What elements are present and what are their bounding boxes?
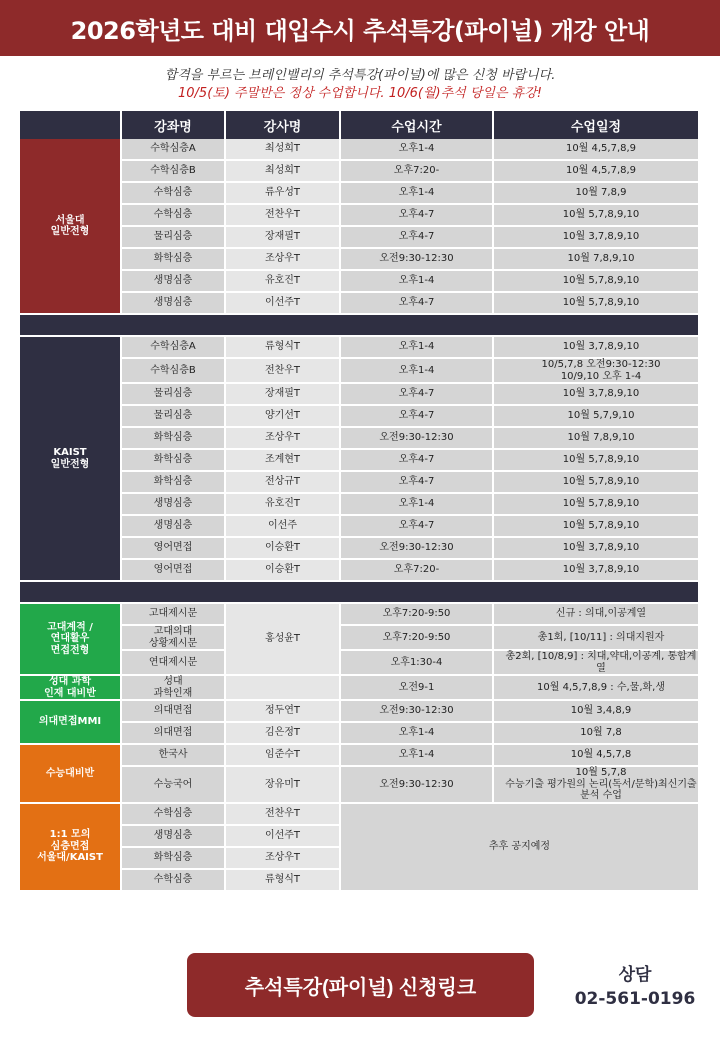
- teacher-cell: 류우성T: [226, 183, 341, 205]
- time-cell: 오후7:20-9:50: [341, 626, 494, 651]
- teacher-cell: 홍성윤T: [226, 604, 341, 676]
- dates-cell: 10월 5,7,8,9,10: [494, 271, 700, 293]
- category-cell: [20, 701, 122, 745]
- contact-info: [560, 960, 710, 1009]
- time-cell: 오후1-4: [341, 271, 494, 293]
- table-row: [20, 384, 700, 406]
- time-cell: 오후7:20-: [341, 161, 494, 183]
- course-cell: 물리심층: [122, 384, 226, 406]
- dates-cell: 총2회, [10/8,9] : 치대,약대,이공계, 통합계열: [494, 651, 700, 676]
- time-cell: 오전9-1: [341, 676, 494, 701]
- teacher-cell: 조계현T: [226, 450, 341, 472]
- dates-cell: 10월 7,8,9,10: [494, 428, 700, 450]
- teacher-cell: 조상우T: [226, 249, 341, 271]
- time-cell: 오후4-7: [341, 384, 494, 406]
- teacher-cell: 류형식T: [226, 337, 341, 359]
- course-cell: 의대면접: [122, 723, 226, 745]
- time-cell: 오후1-4: [341, 723, 494, 745]
- time-cell: 오후4-7: [341, 516, 494, 538]
- dates-cell: 10월 3,7,8,9,10: [494, 337, 700, 359]
- header-category: [20, 111, 122, 139]
- course-cell: 한국사: [122, 745, 226, 767]
- apply-link-button[interactable]: 추석특강(파이널) 신청링크: [187, 953, 534, 1017]
- course-cell: 수학심층: [122, 205, 226, 227]
- table-row: [20, 161, 700, 183]
- table-row: [20, 249, 700, 271]
- table-row: [20, 494, 700, 516]
- time-cell: 오후4-7: [341, 450, 494, 472]
- dates-cell: 10월 7,8,9,10: [494, 249, 700, 271]
- course-cell: 의대면접: [122, 701, 226, 723]
- schedule-note: 추후 공지예정: [341, 804, 700, 892]
- table-row: [20, 271, 700, 293]
- category-cell: [20, 139, 122, 315]
- dates-cell: 10월 3,4,8,9: [494, 701, 700, 723]
- table-row: [20, 676, 700, 701]
- teacher-cell: 임준수T: [226, 745, 341, 767]
- table-row: [20, 227, 700, 249]
- course-cell: 생명심층: [122, 293, 226, 315]
- table-row: [20, 804, 700, 826]
- table-row: [20, 516, 700, 538]
- dates-cell: 10월 5,7,8,9,10: [494, 472, 700, 494]
- time-cell: 오후4-7: [341, 205, 494, 227]
- header-course: 강좌명: [122, 111, 226, 139]
- time-cell: 오전9:30-12:30: [341, 701, 494, 723]
- teacher-cell: 전찬우T: [226, 359, 341, 384]
- course-cell: 수학심층A: [122, 139, 226, 161]
- dates-cell: 10월 4,5,7,8,9: [494, 139, 700, 161]
- dates-cell: 10월 3,7,8,9,10: [494, 384, 700, 406]
- table-header-row: [20, 111, 700, 139]
- teacher-cell: 유호진T: [226, 494, 341, 516]
- table-row: [20, 183, 700, 205]
- table-row: [20, 337, 700, 359]
- section-divider: [20, 582, 700, 604]
- course-cell: 물리심층: [122, 227, 226, 249]
- course-cell: 물리심층: [122, 406, 226, 428]
- course-cell: 수능국어: [122, 767, 226, 804]
- table-row: [20, 745, 700, 767]
- time-cell: 오전9:30-12:30: [341, 767, 494, 804]
- teacher-cell: 전찬우T: [226, 205, 341, 227]
- time-cell: 오후4-7: [341, 406, 494, 428]
- course-cell: 고대제시문: [122, 604, 226, 626]
- dates-cell: 10월 4,5,7,8,9: [494, 161, 700, 183]
- time-cell: 오후7:20-9:50: [341, 604, 494, 626]
- dates-cell: 10/5,7,8 오전9:30-12:30 10/9,10 오후 1-4: [494, 359, 700, 384]
- dates-cell: 총1회, [10/11] : 의대지원자: [494, 626, 700, 651]
- divider-bar: [20, 582, 700, 604]
- category-cell: [20, 337, 122, 582]
- header-time: 수업시간: [341, 111, 494, 139]
- time-cell: 오후4-7: [341, 472, 494, 494]
- dates-cell: 10월 7,8,9: [494, 183, 700, 205]
- page-title: 2026학년도 대비 대입수시 추석특강(파이널) 개강 안내: [0, 0, 720, 56]
- category-cell: [20, 676, 122, 701]
- header-dates: 수업일정: [494, 111, 700, 139]
- course-cell: 화학심층: [122, 450, 226, 472]
- table-row: [20, 604, 700, 626]
- teacher-cell: 장재필T: [226, 227, 341, 249]
- time-cell: 오후4-7: [341, 227, 494, 249]
- table-row: [20, 723, 700, 745]
- course-cell: 생명심층: [122, 494, 226, 516]
- category-cell: [20, 604, 122, 676]
- time-cell: 오전9:30-12:30: [341, 428, 494, 450]
- teacher-cell: 이선주: [226, 516, 341, 538]
- teacher-cell: 조상우T: [226, 848, 341, 870]
- course-cell: 수학심층B: [122, 359, 226, 384]
- teacher-cell: 유호진T: [226, 271, 341, 293]
- category-label: 1:1 모의 심층면접 서울대/KAIST: [37, 829, 103, 864]
- dates-cell: 신규 : 의대,이공계열: [494, 604, 700, 626]
- dates-cell: 10월 4,5,7,8: [494, 745, 700, 767]
- course-cell: 성대 과학인재: [122, 676, 226, 701]
- teacher-cell: 김은정T: [226, 723, 341, 745]
- table-row: [20, 472, 700, 494]
- course-cell: 수학심층A: [122, 337, 226, 359]
- teacher-cell: 조상우T: [226, 428, 341, 450]
- time-cell: 오전9:30-12:30: [341, 249, 494, 271]
- section-divider: [20, 315, 700, 337]
- teacher-cell: 정두연T: [226, 701, 341, 723]
- table-row: [20, 359, 700, 384]
- time-cell: 오후7:20-: [341, 560, 494, 582]
- teacher-cell: 전찬우T: [226, 804, 341, 826]
- dates-cell: 10월 5,7,8,9,10: [494, 516, 700, 538]
- time-cell: 오후1-4: [341, 337, 494, 359]
- teacher-cell: 이승환T: [226, 538, 341, 560]
- teacher-cell: 이선주T: [226, 826, 341, 848]
- table-row: [20, 767, 700, 804]
- time-cell: 오후1-4: [341, 139, 494, 161]
- teacher-cell: [226, 676, 341, 701]
- header-teacher: 강사명: [226, 111, 341, 139]
- course-cell: 생명심층: [122, 826, 226, 848]
- teacher-cell: 전상규T: [226, 472, 341, 494]
- dates-cell: 10월 3,7,8,9,10: [494, 538, 700, 560]
- divider-bar: [20, 315, 700, 337]
- course-cell: 화학심층: [122, 848, 226, 870]
- dates-cell: 10월 5,7,8,9,10: [494, 494, 700, 516]
- teacher-cell: 장유미T: [226, 767, 341, 804]
- course-cell: 수학심층: [122, 183, 226, 205]
- time-cell: 오후4-7: [341, 293, 494, 315]
- contact-label: 상담: [618, 965, 652, 985]
- table-row: [20, 406, 700, 428]
- schedule-table: [20, 111, 700, 892]
- course-cell: 화학심층: [122, 428, 226, 450]
- dates-cell: 10월 3,7,8,9,10: [494, 227, 700, 249]
- table-row: [20, 538, 700, 560]
- time-cell: 오후1-4: [341, 745, 494, 767]
- dates-cell: 10월 3,7,8,9,10: [494, 560, 700, 582]
- course-cell: 영어면접: [122, 538, 226, 560]
- teacher-cell: 이선주T: [226, 293, 341, 315]
- table-row: [20, 293, 700, 315]
- course-cell: 수학심층B: [122, 161, 226, 183]
- course-cell: 영어면접: [122, 560, 226, 582]
- category-label: 서울대 일반전형: [50, 214, 90, 237]
- table-row: [20, 626, 700, 651]
- holiday-notice: 10/5(토) 주말반은 정상 수업합니다. 10/6(월)추석 당일은 휴강!: [178, 86, 542, 101]
- course-cell: 화학심층: [122, 249, 226, 271]
- time-cell: 오전9:30-12:30: [341, 538, 494, 560]
- category-label: KAIST 일반전형: [50, 447, 90, 470]
- course-cell: 화학심층: [122, 472, 226, 494]
- course-cell: 고대의대 상황제시문: [122, 626, 226, 651]
- course-cell: 수학심층: [122, 870, 226, 892]
- dates-cell: 10월 5,7,9,10: [494, 406, 700, 428]
- course-cell: 수학심층: [122, 804, 226, 826]
- course-cell: 생명심층: [122, 516, 226, 538]
- category-cell: [20, 804, 122, 892]
- table-row: [20, 450, 700, 472]
- category-label: 의대면접MMI: [38, 716, 102, 728]
- dates-cell: 10월 5,7,8,9,10: [494, 450, 700, 472]
- category-label: 성대 과학 인재 대비반: [44, 676, 96, 699]
- subtitle: 합격을 부르는 브레인밸리의 추석특강(파이널)에 많은 신청 바랍니다.: [164, 68, 556, 83]
- dates-cell: 10월 5,7,8 수능기출 평가원의 논리(독서/문학)최신기출 분석 수업: [494, 767, 700, 804]
- category-label: 고대계적 / 연대활우 면접전형: [47, 621, 93, 656]
- dates-cell: 10월 4,5,7,8,9 : 수,물,화,생: [494, 676, 700, 701]
- time-cell: 오후1:30-4: [341, 651, 494, 676]
- category-cell: [20, 745, 122, 804]
- table-row: [20, 701, 700, 723]
- time-cell: 오후1-4: [341, 183, 494, 205]
- teacher-cell: 양기선T: [226, 406, 341, 428]
- table-row: [20, 205, 700, 227]
- table-row: [20, 651, 700, 676]
- teacher-cell: 장재필T: [226, 384, 341, 406]
- phone-number[interactable]: 02-561-0196: [574, 989, 696, 1009]
- category-label: 수능대비반: [45, 767, 95, 779]
- table-row: [20, 560, 700, 582]
- course-cell: 생명심층: [122, 271, 226, 293]
- dates-cell: 10월 5,7,8,9,10: [494, 293, 700, 315]
- dates-cell: 10월 7,8: [494, 723, 700, 745]
- teacher-cell: 최성희T: [226, 161, 341, 183]
- teacher-cell: 류형식T: [226, 870, 341, 892]
- teacher-cell: 이승환T: [226, 560, 341, 582]
- teacher-cell: 최성희T: [226, 139, 341, 161]
- time-cell: 오후1-4: [341, 359, 494, 384]
- dates-cell: 10월 5,7,8,9,10: [494, 205, 700, 227]
- time-cell: 오후1-4: [341, 494, 494, 516]
- table-row: [20, 139, 700, 161]
- table-row: [20, 428, 700, 450]
- course-cell: 연대제시문: [122, 651, 226, 676]
